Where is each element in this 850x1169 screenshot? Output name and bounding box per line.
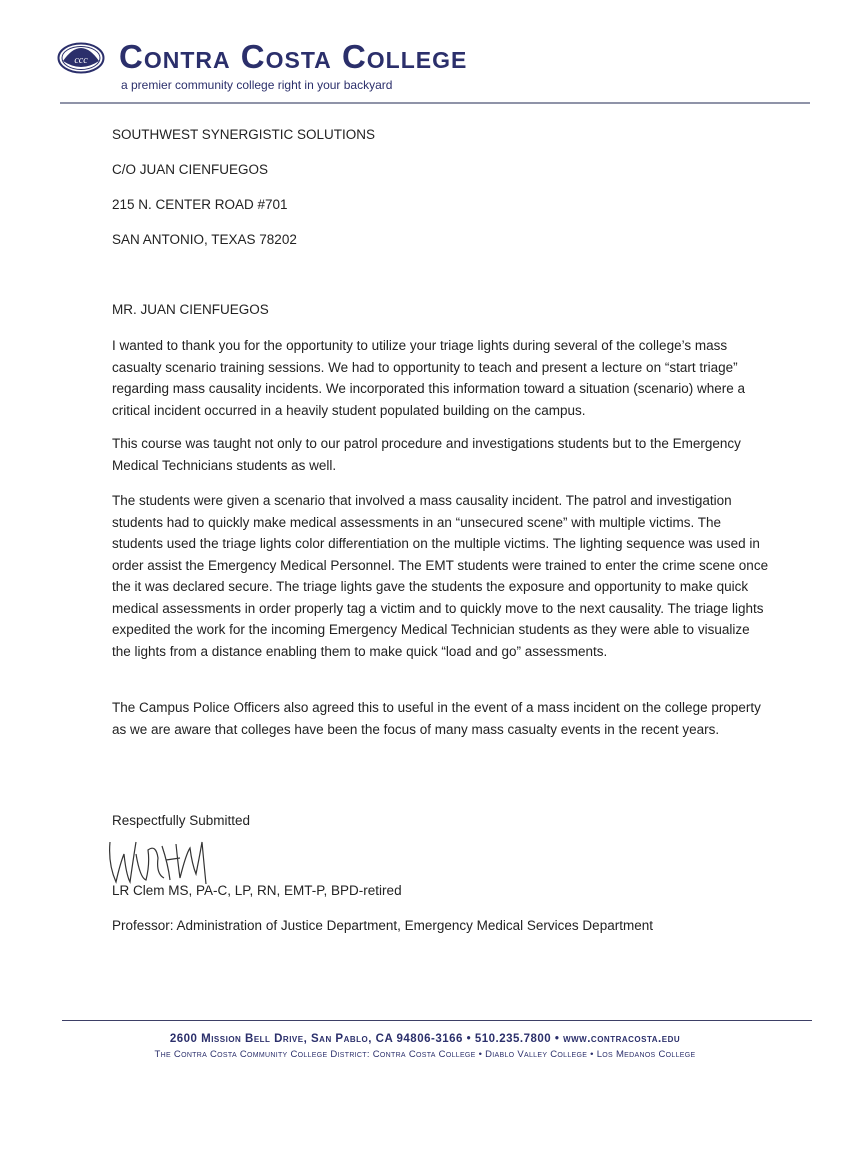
- recipient-street: 215 N. CENTER ROAD #701: [112, 197, 288, 212]
- body-paragraph-2: This course was taught not only to our patrol procedure and investigations students but to the Emergency Medical Technicians students as well.: [112, 436, 741, 473]
- salutation: MR. JUAN CIENFUEGOS: [112, 302, 269, 317]
- recipient-company: SOUTHWEST SYNERGISTIC SOLUTIONS: [112, 127, 376, 142]
- footer-district: The Contra Costa Community College District: Contra Costa College • Diablo Valley College • Los Medanos College: [154, 1049, 696, 1060]
- valediction: Respectfully Submitted: [112, 813, 251, 828]
- svg-text:ccc: ccc: [74, 55, 88, 66]
- footer-address: 2600 Mission Bell Drive, San Pablo, CA 94806-3166 • 510.235.7800 • www.contracosta.edu: [169, 1033, 681, 1045]
- footer-divider: [62, 1020, 812, 1021]
- recipient-city-state: SAN ANTONIO, TEXAS 78202: [112, 232, 297, 247]
- body-paragraph-1: I wanted to thank you for the opportunity to utilize your triage lights during several of the college’s mass casualty scenario training sessions. We had to opportunity to teach and present a lecture on “start triage” regarding mass causality incidents. We incorporated this information toward a situation (scenario) where a critical incident occurred in a heavily student populated building on the campus.: [112, 338, 746, 418]
- college-logo-icon: [57, 42, 105, 74]
- body-paragraph-4: The Campus Police Officers also agreed this to useful in the event of a mass incident on the college property as we are aware that colleges have been the focus of many mass casualty events in the recent years.: [112, 700, 761, 737]
- signer-name: LR Clem MS, PA-C, LP, RN, EMT-P, BPD-retired: [112, 883, 402, 898]
- college-tagline: a premier community college right in your backyard: [121, 78, 393, 92]
- recipient-care-of: C/O JUAN CIENFUEGOS: [112, 162, 269, 177]
- college-name: Contra Costa College: [119, 38, 468, 75]
- header-divider: [60, 102, 810, 104]
- signature-icon: [106, 834, 216, 889]
- signer-title: Professor: Administration of Justice Department, Emergency Medical Services Department: [112, 918, 653, 933]
- body-paragraph-3: The students were given a scenario that involved a mass causality incident. The patrol and investigation students had to quickly make medical assessments in an “unsecured scene” with multiple victims. The students used the triage lights color differentiation on the multiple victims. The lighting sequence was used in order assist the Emergency Medical Personnel. The EMT students were trained to enter the crime scene once the it was declared secure. The triage lights gave the students the exposure and opportunity to make quick medical assessments in order properly tag a victim and to quickly move to the next causality. The triage lights expedited the work for the incoming Emergency Medical Technician students as they were able to visualize the lights from a distance enabling them to make quick “load and go” assessments.: [112, 493, 769, 659]
